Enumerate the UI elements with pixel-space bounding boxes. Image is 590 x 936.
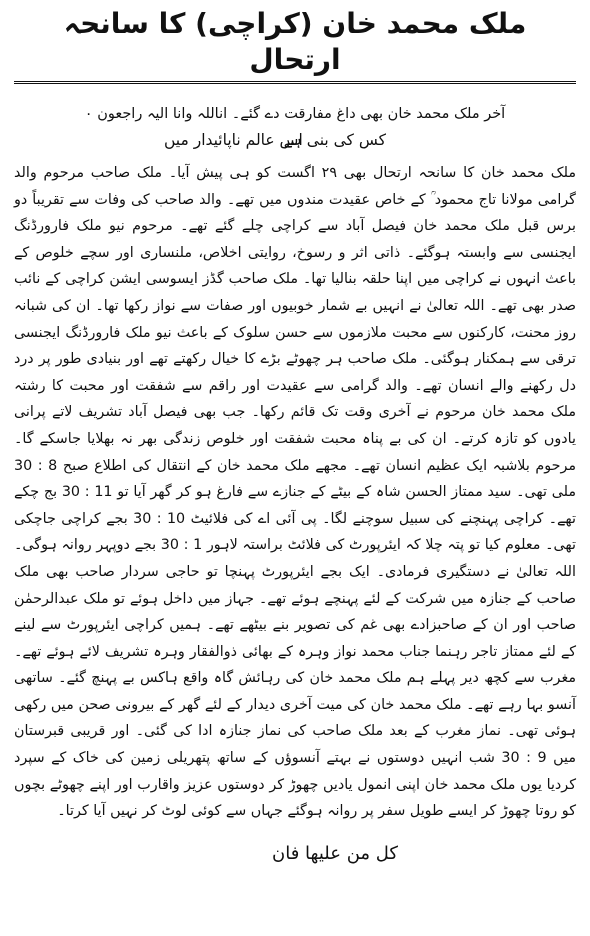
title-block [14, 6, 576, 84]
couplet-first-hemistich: کس کی بنی ہے [283, 131, 386, 149]
couplet [14, 128, 576, 156]
article-title: ملک محمد خان (کراچی) کا سانحہ ارتحال [14, 6, 576, 84]
closing-verse: کل من علیھا فان [272, 842, 398, 864]
article-body: ملک محمد خان کا سانحہ ارتحال بھی ۲۹ اگست کو ہی پیش آیا۔ ملک صاحب مرحوم والد گرامی مولانا تاج محمود ؒ کے خاص عقیدت مندوں میں تھے۔ والد صاحب کی وفات سے تقریباً دو برس قبل ملک محمد خان فیصل آباد سے کراچی چلے گئے تھے۔ مرحوم نیو ملک فارورڈنگ ایجنسی سے وابستہ ہوگئے۔ ذاتی اثر و رسوخ، روایتی اخلاص، ملنساری اور سچے خلوص کے باعث انہوں نے کراچی میں اپنا حلقہ بنالیا تھا۔ ملک صاحب گڈز ایسوسی ایشن کراچی کے نائب صدر بھی تھے۔ اللہ تعالیٰ نے انہیں بے شمار خوبیوں اور صفات سے نواز رکھا تھا۔ ان کی شبانہ روز محنت، کارکنوں سے محبت ملازموں سے حسن سلوک کے باعث نیو ملک فارورڈنگ ایجنسی ترقی سے ہمکنار ہوگئی۔ ملک صاحب ہر چھوٹے بڑے کا خیال رکھتے تھے اور بنیادی طور پر درد دل رکھنے والے انسان تھے۔ والد گرامی سے عقیدت اور راقم سے شفقت اور محبت کا رشتہ ملک محمد خان مرحوم نے آخری وقت تک قائم رکھا۔ جب بھی فیصل آباد تشریف لاتے پرانی یادوں کو تازہ کرتے۔ ان کی بے پناہ محبت شفقت اور خلوص زندگی بھر نہ بھلایا جاسکے گا۔ مرحوم بلاشبہ ایک عظیم انسان تھے۔ مجھے ملک محمد خان کے انتقال کی اطلاع صبح 8 : 30 ملی تھی۔ سید ممتاز الحسن شاہ کے بیٹے کے جنازے سے فارغ ہو کر گھر آیا تو 11 : 30 بج چکے تھے۔ کراچی پہنچنے کی سبیل سوچنے لگا۔ پی آئی اے کی فلائیٹ 10 : 30 بجے کراچی جاچکی تھی۔ معلوم کیا تو پتہ چلا کہ ایئرپورٹ کی فلائٹ براستہ لاہور 1 : 30 بجے دوپہر روانہ ہوگی۔ اللہ تعالیٰ نے دستگیری فرمادی۔ ایک بجے ایئرپورٹ پہنچا تو حاجی سردار صاحب بھی ملک صاحب کے جنازہ میں شرکت کے لئے پہنچے ہوئے تھے۔ جہاز میں داخل ہوئے تو ملک عبدالرحمٰن صاحب اور ان کے صاحبزادے بھی غم کی تصویر بنے بیٹھے تھے۔ ہمیں کراچی ایئرپورٹ سے لینے کے لئے ممتاز تاجر رہنما جناب محمد نواز وہرہ کے بھائی ذوالفقار وہرہ تشریف لائے ہوئے تھے۔ مغرب سے کچھ دیر پہلے ہم ملک محمد خان کی رہائش گاہ واقع ہاکس بے پہنچ گئے۔ ساتھی آنسو بہا رہے تھے۔ ملک محمد خان کی میت آخری دیدار کے لئے گھر کے بیرونی صحن میں رکھی ہوئی تھی۔ نماز مغرب کے بعد ملک صاحب کی نماز جنازہ ادا کی گئی۔ اور قریبی قبرستان میں 9 : 30 شب انہیں دوستوں نے بہتے آنسوؤں کے ساتھ پتھریلی زمین کی خاک کے سپرد کردیا یوں ملک محمد خان اپنی انمول یادیں چھوڑ کر دوستوں عزیز واقارب اور اپنے چھوٹے بچوں کو روتا چھوڑ کر ایسے طویل سفر پر روانہ ہوگئے جہاں سے کوئی لوٹ کر نہیں آیا کرتا۔ [14, 165, 577, 820]
couplet-second-hemistich: اس عالم ناپائیدار میں [164, 131, 303, 149]
intro-line: آخر ملک محمد خان بھی داغ مفارقت دے گئے۔ اناللہ وانا الیہ راجعون ۰ [84, 106, 506, 122]
